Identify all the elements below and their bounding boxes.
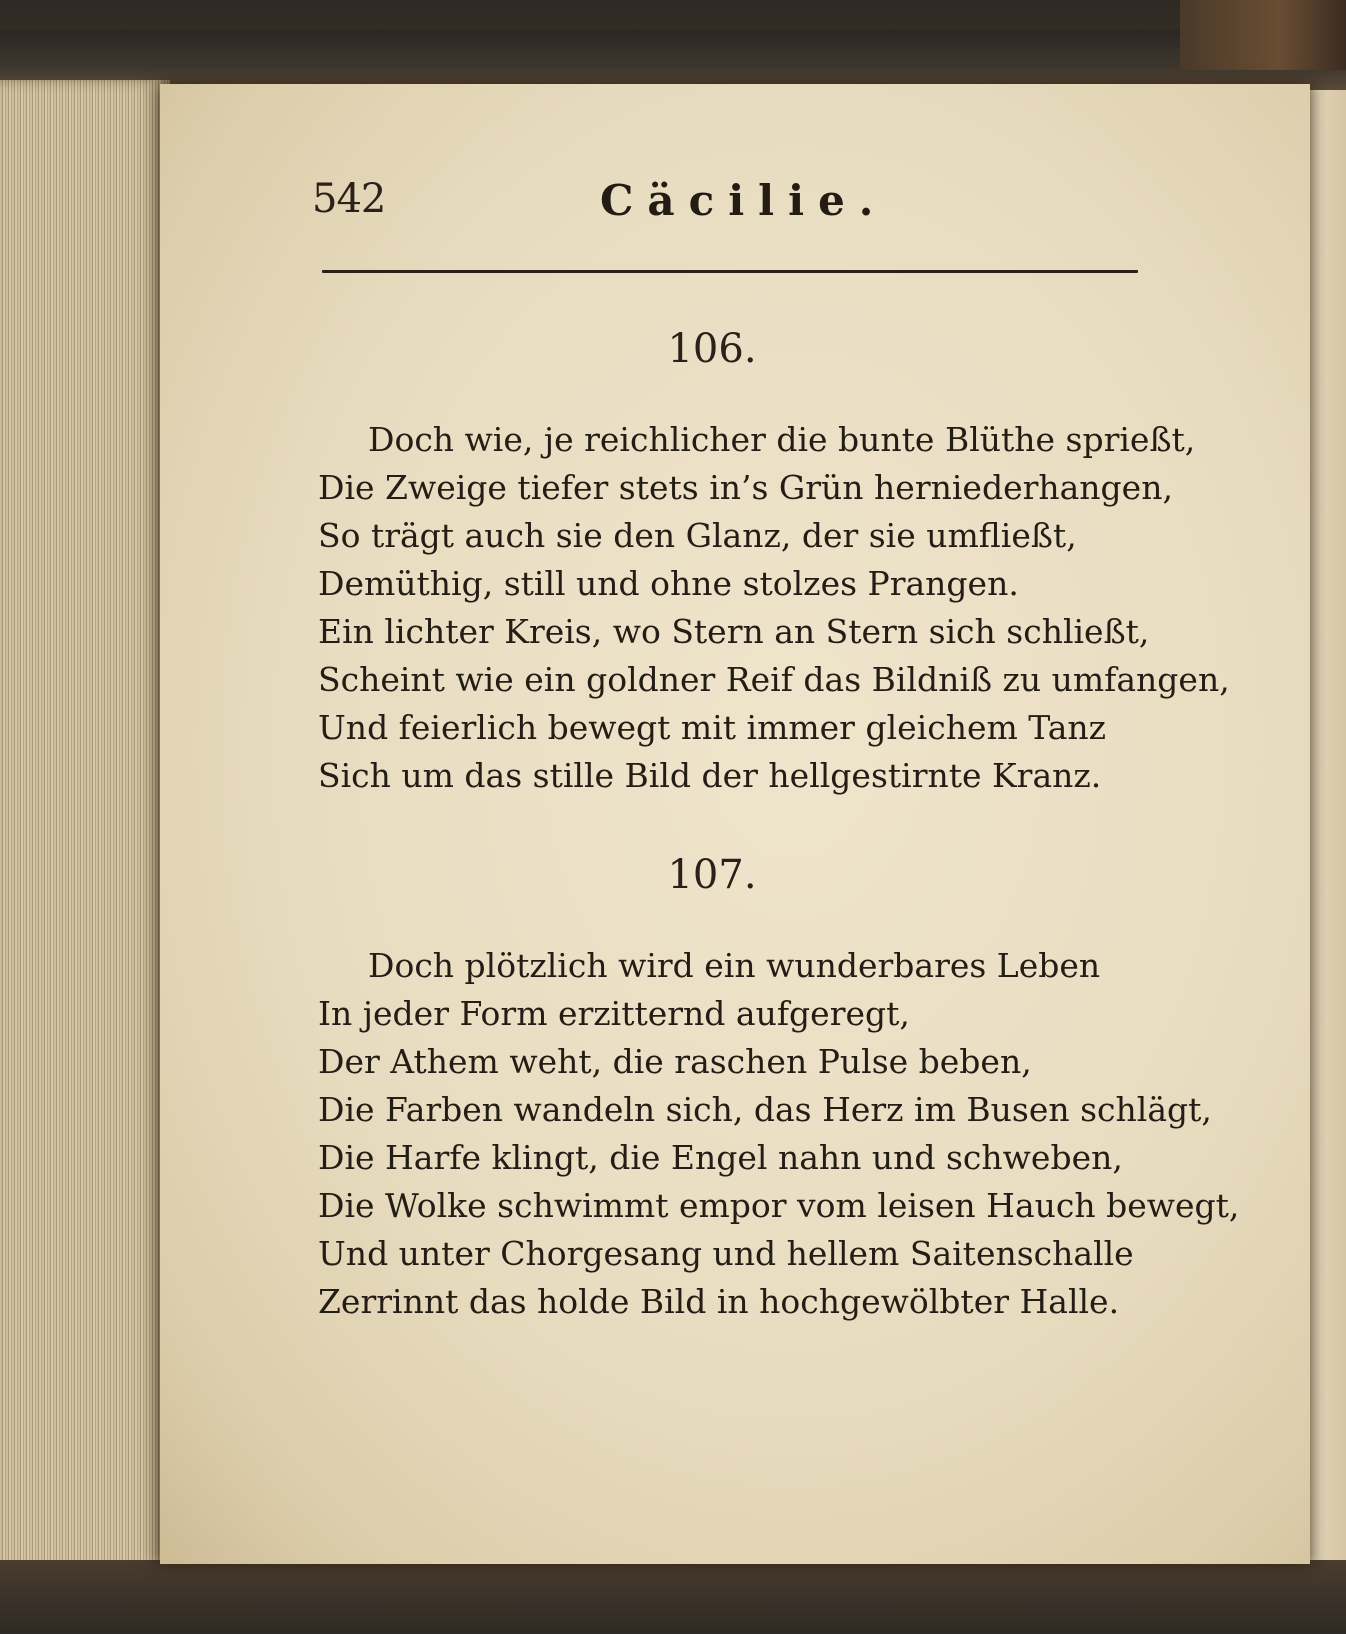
verse-line: In jeder Form erzitternd aufgeregt, xyxy=(318,994,910,1033)
verse-line: Die Harfe klingt, die Engel nahn und schweben, xyxy=(318,1138,1123,1177)
stanza-107 xyxy=(318,942,1240,1326)
poem-number-107: 107. xyxy=(667,852,757,898)
verse-line: Der Athem weht, die raschen Pulse beben, xyxy=(318,1042,1032,1081)
verse-line: Und feierlich bewegt mit immer gleichem Tanz xyxy=(318,708,1107,747)
verse-line: Demüthig, still und ohne stolzes Prangen. xyxy=(318,564,1019,603)
page-number: 542 xyxy=(312,176,386,222)
verse-line: Doch plötzlich wird ein wunderbares Leben xyxy=(368,946,1101,985)
verse-line: Scheint wie ein goldner Reif das Bildniß zu umfangen, xyxy=(318,660,1230,699)
book-cover-top xyxy=(0,30,1346,90)
verse-line: Doch wie, je reichlicher die bunte Blüthe sprießt, xyxy=(368,420,1196,459)
verse-line: Die Farben wandeln sich, das Herz im Busen schlägt, xyxy=(318,1090,1212,1129)
running-title: Cäcilie. xyxy=(600,176,888,225)
verse-line: Und unter Chorgesang und hellem Saitenschalle xyxy=(318,1234,1134,1273)
verse-line: Die Wolke schwimmt empor vom leisen Hauch bewegt, xyxy=(318,1186,1240,1225)
stanza-106 xyxy=(318,416,1230,800)
verse-line: Zerrinnt das holde Bild in hochgewölbter Halle. xyxy=(318,1282,1120,1321)
verse-line: Ein lichter Kreis, wo Stern an Stern sich schließt, xyxy=(318,612,1150,651)
header-rule xyxy=(322,270,1138,273)
verse-line: Die Zweige tiefer stets in’s Grün herniederhangen, xyxy=(318,468,1173,507)
verse-line: Sich um das stille Bild der hellgestirnte Kranz. xyxy=(318,756,1102,795)
stacked-page-edges xyxy=(0,80,170,1600)
book-bottom-edge xyxy=(0,1560,1346,1634)
book-page xyxy=(160,84,1310,1564)
book-cover-corner xyxy=(1180,0,1346,70)
verse-line: So trägt auch sie den Glanz, der sie umfließt, xyxy=(318,516,1077,555)
poem-number-106: 106. xyxy=(667,326,757,372)
